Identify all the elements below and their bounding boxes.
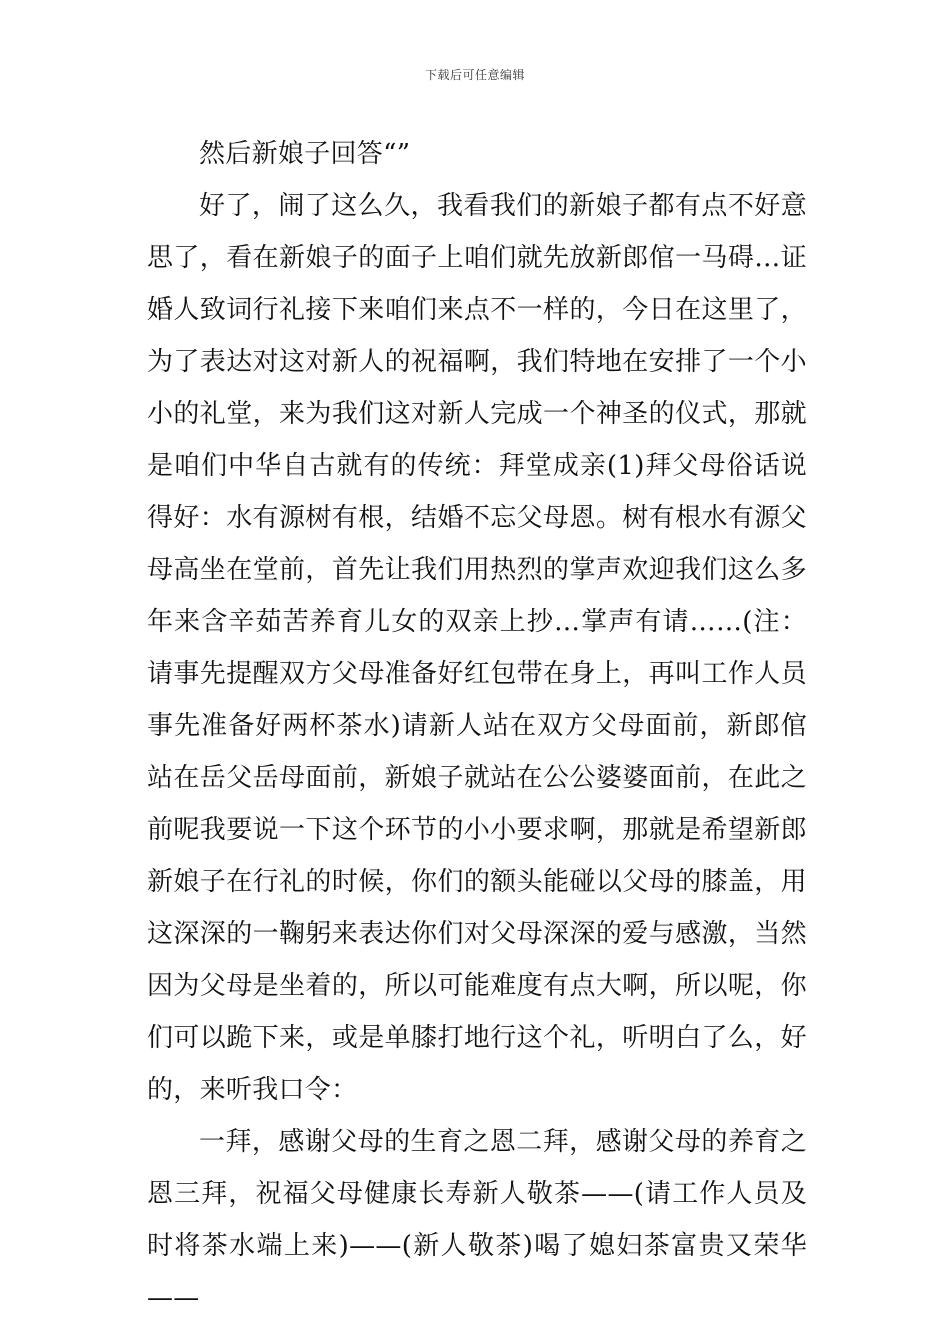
paragraph-3: 一拜，感谢父母的生育之恩二拜，感谢父母的养育之恩三拜，祝福父母健康长寿新人敬茶——(请工作人员及时将茶水端上来)——(新人敬茶)喝了媳妇茶富贵又荣华—— [147, 1127, 807, 1313]
page-header: 下载后可任意编辑 [424, 68, 525, 82]
document-body [147, 128, 807, 1324]
paragraph-1: 然后新娘子回答“” [199, 139, 411, 169]
paragraph-2: 好了，闹了这么久，我看我们的新娘子都有点不好意思了，看在新娘子的面子上咱们就先放新郎倌一马碍…证婚人致词行礼接下来咱们来点不一样的，今日在这里了，为了表达对这对新人的祝福啊，我们特地在安排了一个小小的礼堂，来为我们这对新人完成一个神圣的仪式，那就是咱们中华自古就有的传统：拜堂成亲(1)拜父母俗话说得好：水有源树有根，结婚不忘父母恩。树有根水有源父母高坐在堂前，首先让我们用热烈的掌声欢迎我们这么多年来含辛茹苦养育儿女的双亲上抄…掌声有请……(注：请事先提醒双方父母准备好红包带在身上，再叫工作人员事先准备好两杯茶水)请新人站在双方父母面前，新郎倌站在岳父岳母面前，新娘子就站在公公婆婆面前，在此之前呢我要说一下这个环节的小小要求啊，那就是希望新郎新娘子在行礼的时候，你们的额头能碰以父母的膝盖，用这深深的一鞠躬来表达你们对父母深深的爱与感激，当然因为父母是坐着的，所以可能难度有点大啊，所以呢，你们可以跪下来，或是单膝打地行这个礼，听明白了么，好的，来听我口令： [147, 191, 807, 1105]
